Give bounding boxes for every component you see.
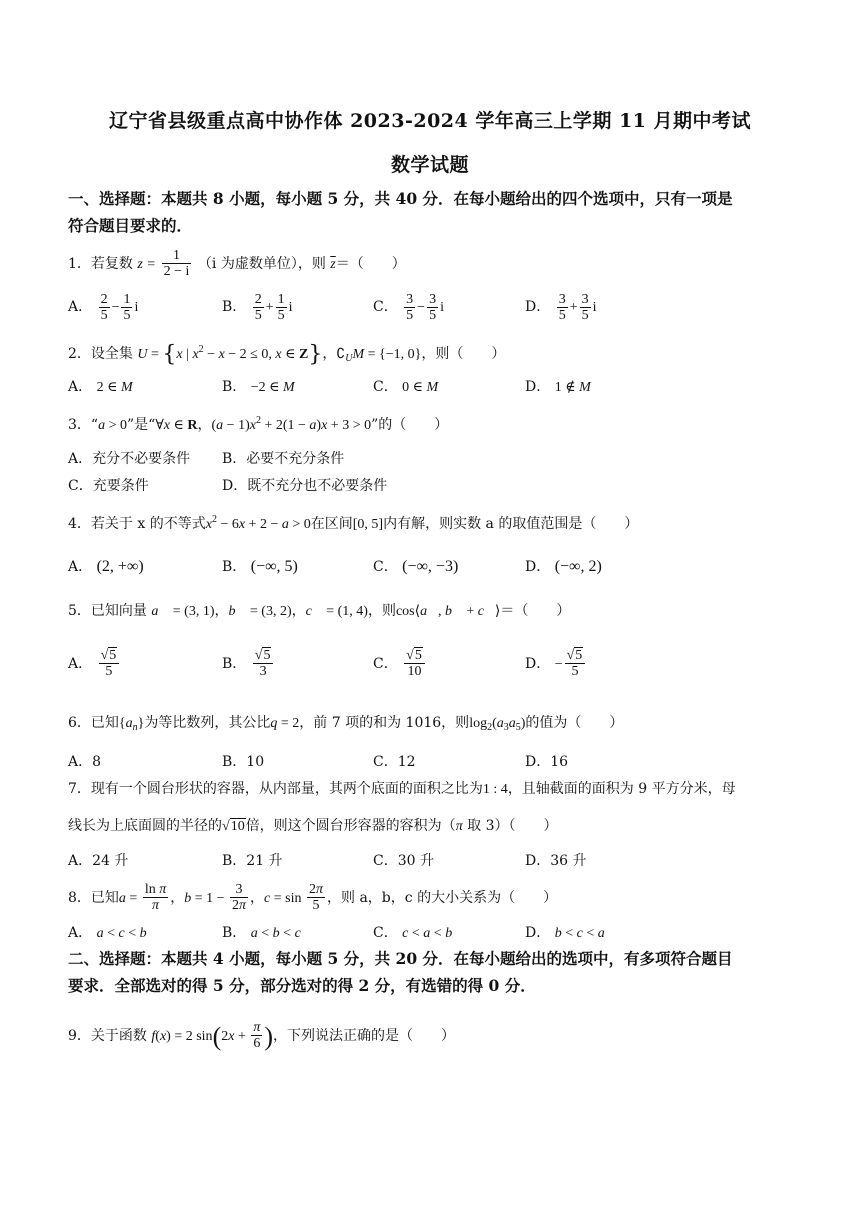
q3-option-c: C．充要条件 bbox=[68, 478, 149, 494]
section-2-line-2: 要求．全部选对的得 5 分，部分选对的得 2 分，有选错的得 0 分． bbox=[68, 976, 536, 995]
question-4: 4．若关于 x 的不等式$x^2 - 6x + 2 - a > 0$在区间[0, 5]内有解，则实数 a 的取值范围是（ ） bbox=[68, 514, 639, 532]
q3-option-a: A．充分不必要条件 bbox=[68, 451, 191, 467]
q8-option-b: B． a < b < c bbox=[222, 925, 301, 941]
question-6: 6．已知$\{a_n\}$为等比数列，其公比q = 2，前 7 项的和为 1016，则$\log_2(a_3a_5)$的值为（ ） bbox=[68, 715, 624, 733]
q8-option-c: C． c < a < b bbox=[373, 925, 453, 941]
q3-option-d: D．既不充分也不必要条件 bbox=[222, 478, 388, 494]
q7-option-b: B．21 升 bbox=[222, 853, 283, 869]
q5-option-d: D． − $\frac{√5}{5}$ bbox=[525, 648, 587, 680]
q2-option-c: C． 0 ∈ M bbox=[373, 379, 439, 395]
q4-option-b: B． (−∞, 5) bbox=[222, 558, 298, 575]
section-2-heading bbox=[68, 945, 798, 999]
question-8: 8．已知a = $\frac{\text{ln π}}{\pi}$ ，b = 1 − $\frac{3}{2\pi}$ ，c = sin $\frac{2\pi}{5}$ ，则 a，b，c 的大小关系为（ ） bbox=[68, 882, 558, 914]
question-5: 5．已知向量 a⃗ = (3, 1)，b⃗ = (3, 2)，c⃗ = (1, 4)，则cos⟨a⃗, b⃗ + c⃗⟩＝（ ） bbox=[68, 603, 571, 619]
question-3: 3．“a > 0”是“∀x ∈ R，$(a - 1)x^2 + 2(1 - a)x + 3 > 0$”的（ ） bbox=[68, 415, 449, 433]
q5-option-a: A． $\frac{√5}{5}$ bbox=[68, 648, 121, 680]
q7-option-c: C．30 升 bbox=[373, 853, 434, 869]
question-1: 1．若复数 z = $\frac{1}{2 - i}$ （i 为虚数单位），则 $\overline{z}=$（ ） bbox=[68, 248, 406, 280]
section-1-line-1: 一、选择题：本题共 8 小题，每小题 5 分，共 40 分．在每小题给出的四个选项中，只有一项是 bbox=[68, 189, 733, 208]
exam-subtitle: 数学试题 bbox=[390, 154, 469, 176]
section-1-heading bbox=[68, 185, 798, 239]
question-2: 2．设全集 U = {x | $x^2 - x - 2 \le 0$, x ∈ Z}，$∁_UM = \{-1$, 0}，则（ ） bbox=[68, 342, 506, 367]
exam-title: 辽宁省县级重点高中协作体 2023-2024 学年高三上学期 11 月期中考试 bbox=[108, 110, 752, 132]
q1-option-d: D． $\frac{3}{5}$ + $\frac{3}{5}$ i bbox=[525, 292, 597, 324]
q5-option-b: B． $\frac{√5}{3}$ bbox=[222, 648, 275, 680]
q4-option-d: D． (−∞, 2) bbox=[525, 558, 602, 575]
q6-option-a: A．8 bbox=[68, 754, 102, 770]
q7-option-d: D．36 升 bbox=[525, 853, 587, 869]
q4-option-c: C． (−∞, −3) bbox=[373, 558, 459, 575]
q2-option-a: A． 2 ∈ M bbox=[68, 379, 133, 395]
q1-option-b: B． $\frac{2}{5}$ + $\frac{1}{5}$ i bbox=[222, 292, 293, 324]
question-7-line-2: 线长为上底面圆的半径的√10倍，则这个圆台形容器的容积为（π 取 3）（ ） bbox=[68, 818, 558, 834]
q6-option-d: D．16 bbox=[525, 754, 569, 770]
section-2-line-1: 二、选择题：本题共 4 小题，每小题 5 分，共 20 分．在每小题给出的选项中，有多项符合题目 bbox=[68, 949, 733, 968]
q1-option-c: C． $\frac{3}{5}$ − $\frac{3}{5}$ i bbox=[373, 292, 444, 324]
q3-option-b: B．必要不充分条件 bbox=[222, 451, 345, 467]
q2-option-d: D． 1 ∉ M bbox=[525, 379, 591, 395]
q7-option-a: A．24 升 bbox=[68, 853, 129, 869]
q2-option-b: B． −2 ∈ M bbox=[222, 379, 295, 395]
question-7-line-1: 7．现有一个圆台形状的容器，从内部量，其两个底面的面积之比为1 : 4，且轴截面的面积为 9 平方分米，母 bbox=[68, 781, 736, 797]
q1-option-a: A． $\frac{2}{5}$ − $\frac{1}{5}$ i bbox=[68, 292, 139, 324]
section-1-line-2: 符合题目要求的． bbox=[68, 216, 193, 235]
q8-option-d: D． b < c < a bbox=[525, 925, 605, 941]
q8-option-a: A． a < c < b bbox=[68, 925, 147, 941]
q4-option-a: A． (2, +∞) bbox=[68, 558, 144, 575]
question-9: 9．关于函数 f(x) = 2 sin(2x + $\frac{\pi}{6}$ )，下列说法正确的是（ ） bbox=[68, 1020, 456, 1052]
q6-option-b: B．10 bbox=[222, 754, 265, 770]
q5-option-c: C． $\frac{√5}{10}$ bbox=[373, 648, 427, 680]
q6-option-c: C．12 bbox=[373, 754, 416, 770]
